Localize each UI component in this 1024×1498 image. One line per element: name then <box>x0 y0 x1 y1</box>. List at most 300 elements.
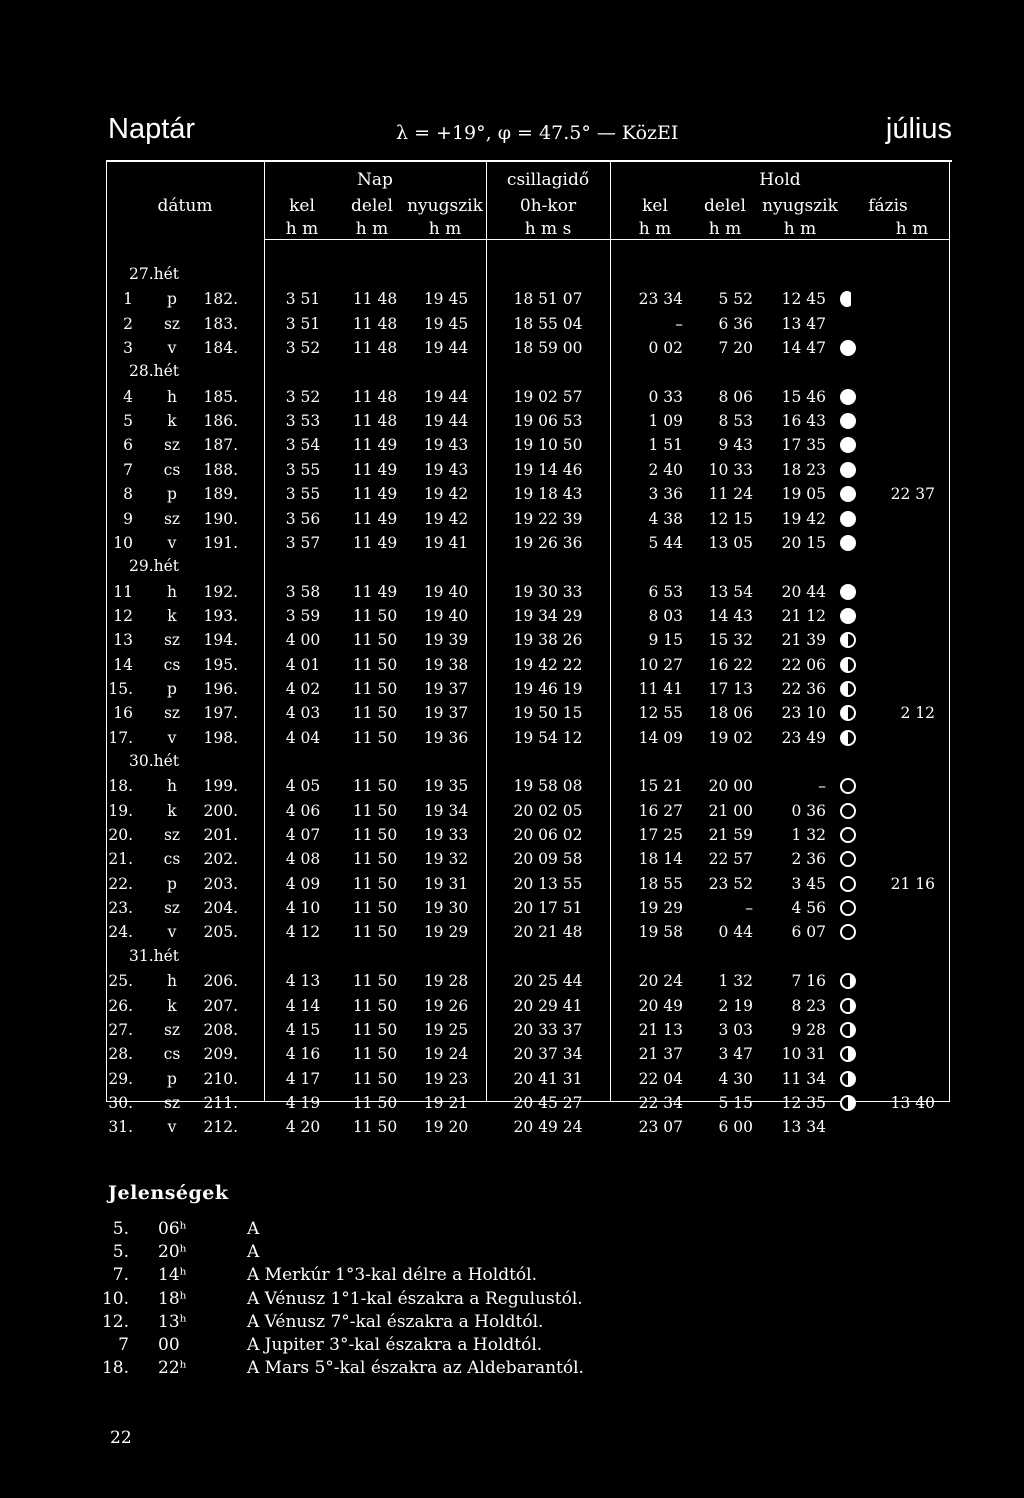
moon-transit: 9 43 <box>718 436 753 455</box>
sun-set: 19 42 <box>423 485 469 504</box>
weekday: sz <box>163 1020 181 1039</box>
moon-set: 19 05 <box>781 485 826 504</box>
phenomenon-day: 5. <box>112 1219 129 1239</box>
day-of-year: 183. <box>203 314 238 333</box>
moon-set: 15 46 <box>781 387 826 406</box>
moon-rise: 15 21 <box>638 777 683 796</box>
sun-transit: 11 50 <box>352 679 398 698</box>
sidereal-time: 19 42 22 <box>513 655 583 674</box>
moon-phase-icon <box>840 778 856 794</box>
day-number: 28. <box>108 1045 133 1064</box>
sun-transit: 11 49 <box>352 485 398 504</box>
sun-set: 19 20 <box>423 1118 469 1137</box>
sun-set: 19 21 <box>423 1093 469 1112</box>
sun-transit: 11 50 <box>352 655 398 674</box>
phenomenon-text: A <box>247 1219 260 1239</box>
month-title: július <box>885 113 952 145</box>
day-number: 9 <box>123 509 133 528</box>
weekday: sz <box>163 1093 181 1112</box>
day-number: 6 <box>123 436 133 455</box>
moon-transit: 12 15 <box>708 509 753 528</box>
sun-transit: 11 50 <box>352 826 398 845</box>
day-of-year: 205. <box>203 923 238 942</box>
moon-phase-icon <box>840 705 856 721</box>
sidereal-time: 19 14 46 <box>513 460 583 479</box>
sun-set: 19 36 <box>423 728 469 747</box>
table-row <box>0 409 1024 433</box>
day-of-year: 197. <box>203 704 238 723</box>
day-number: 17. <box>108 728 133 747</box>
weekday: cs <box>163 460 181 479</box>
moon-transit: 8 06 <box>718 387 753 406</box>
day-number: 20. <box>108 826 133 845</box>
day-number: 23. <box>108 899 133 918</box>
moon-set: 3 45 <box>791 874 826 893</box>
page-number: 22 <box>110 1428 132 1448</box>
moon-transit: 7 20 <box>718 339 753 358</box>
moon-set: 16 43 <box>781 412 826 431</box>
table-row <box>0 312 1024 336</box>
day-of-year: 182. <box>203 290 238 309</box>
weekday: sz <box>163 826 181 845</box>
moon-transit: 11 24 <box>708 485 753 504</box>
header-hold: Hold <box>759 170 801 190</box>
moon-transit: 5 15 <box>718 1093 753 1112</box>
unit-label: h m <box>355 219 389 239</box>
moon-transit: 1 32 <box>718 972 753 991</box>
sun-rise: 4 06 <box>285 801 321 820</box>
sun-set: 19 42 <box>423 509 469 528</box>
day-number: 27. <box>108 1020 133 1039</box>
sidereal-time: 19 26 36 <box>513 533 583 552</box>
moon-rise: 18 55 <box>638 874 683 893</box>
moon-phase-icon <box>840 924 856 940</box>
moon-phase-icon <box>840 827 856 843</box>
moon-phase-icon <box>840 389 856 405</box>
moon-rise: 22 34 <box>638 1093 683 1112</box>
moon-phase-icon <box>840 1022 856 1038</box>
sun-transit: 11 49 <box>352 460 398 479</box>
weekday: sz <box>163 314 181 333</box>
weekday: k <box>167 996 177 1015</box>
phenomenon-day: 5. <box>112 1242 129 1263</box>
sidereal-time: 19 54 12 <box>513 728 583 747</box>
moon-phase-icon <box>840 730 856 746</box>
moon-transit: 15 32 <box>708 631 753 650</box>
phenomenon-item <box>0 1219 1024 1245</box>
day-number: 26. <box>108 996 133 1015</box>
table-row <box>0 994 1024 1018</box>
header-nap-delel: delel <box>351 196 393 216</box>
moon-transit: 19 02 <box>708 728 753 747</box>
moon-phase-icon <box>840 584 856 600</box>
moon-transit: 16 22 <box>708 655 753 674</box>
phenomenon-time: 22ʰ <box>158 1358 187 1379</box>
moon-rise: 19 58 <box>638 923 683 942</box>
moon-transit: – <box>745 899 753 918</box>
sun-rise: 4 07 <box>285 826 321 845</box>
weekday: k <box>167 606 177 625</box>
sun-rise: 3 57 <box>285 533 321 552</box>
unit-label: h m <box>638 219 672 239</box>
sun-set: 19 32 <box>423 850 469 869</box>
moon-phase-icon <box>840 1071 856 1087</box>
moon-rise: 9 15 <box>648 631 683 650</box>
moon-transit: 6 00 <box>718 1118 753 1137</box>
weekday: v <box>167 533 177 552</box>
sidereal-time: 18 51 07 <box>513 290 583 309</box>
day-of-year: 192. <box>203 582 238 601</box>
day-number: 24. <box>108 923 133 942</box>
sun-transit: 11 50 <box>352 777 398 796</box>
sun-transit: 11 49 <box>352 582 398 601</box>
week-header-row <box>0 360 1024 384</box>
phenomenon-day: 7. <box>112 1265 129 1286</box>
sidereal-time: 20 37 34 <box>513 1045 583 1064</box>
moon-transit: 14 43 <box>708 606 753 625</box>
moon-phase-icon <box>840 340 856 356</box>
weekday: p <box>167 679 177 698</box>
moon-transit: 10 33 <box>708 460 753 479</box>
moon-phase-icon <box>840 632 856 648</box>
weekday: k <box>167 412 177 431</box>
sun-rise: 4 14 <box>285 996 321 1015</box>
moon-set: 1 32 <box>791 826 826 845</box>
sun-transit: 11 50 <box>352 874 398 893</box>
sun-rise: 4 09 <box>285 874 321 893</box>
phenomenon-text: A Jupiter 3°-kal északra a Holdtól. <box>247 1335 543 1355</box>
moon-phase-icon <box>840 657 856 673</box>
day-of-year: 195. <box>203 655 238 674</box>
phase-time: 22 37 <box>890 485 935 504</box>
sun-rise: 4 16 <box>285 1045 321 1064</box>
header-nap: Nap <box>357 170 393 190</box>
moon-transit: 6 36 <box>718 314 753 333</box>
moon-rise: 1 09 <box>648 412 683 431</box>
moon-transit: 13 05 <box>708 533 753 552</box>
table-row <box>0 287 1024 311</box>
sidereal-time: 20 41 31 <box>513 1069 583 1088</box>
unit-label: h m s <box>524 219 572 239</box>
moon-rise: 0 02 <box>648 339 683 358</box>
moon-rise: 20 49 <box>638 996 683 1015</box>
sun-transit: 11 50 <box>352 1020 398 1039</box>
day-of-year: 204. <box>203 899 238 918</box>
phenomenon-text: A Mars 5°-kal északra az Aldebarantól. <box>247 1358 584 1379</box>
moon-rise: 23 34 <box>638 290 683 309</box>
day-of-year: 198. <box>203 728 238 747</box>
moon-phase-icon <box>840 851 856 867</box>
sidereal-time: 19 46 19 <box>513 679 583 698</box>
sidereal-time: 20 21 48 <box>513 923 583 942</box>
moon-rise: 17 25 <box>638 826 683 845</box>
moon-rise: 4 38 <box>648 509 683 528</box>
day-of-year: 202. <box>203 850 238 869</box>
sun-rise: 4 05 <box>285 777 321 796</box>
day-of-year: 187. <box>203 436 238 455</box>
moon-phase-icon <box>840 437 856 453</box>
sun-set: 19 44 <box>423 339 469 358</box>
sidereal-time: 20 09 58 <box>513 850 583 869</box>
phenomenon-day: 12. <box>101 1311 129 1332</box>
moon-phase-icon <box>840 486 856 502</box>
table-row <box>0 580 1024 604</box>
sidereal-time: 20 17 51 <box>513 899 583 918</box>
moon-phase-icon <box>840 1046 856 1062</box>
sidereal-time: 20 13 55 <box>513 874 583 893</box>
header-csillagido-sub: 0h-kor <box>519 196 577 216</box>
table-row <box>0 433 1024 457</box>
day-number: 31. <box>108 1118 133 1137</box>
table-row <box>0 701 1024 725</box>
moon-rise: – <box>675 314 683 333</box>
phenomenon-text: A <box>247 1242 260 1263</box>
table-row <box>0 1018 1024 1042</box>
moon-rise: 19 29 <box>638 899 683 918</box>
moon-rise: 21 13 <box>638 1020 683 1039</box>
day-of-year: 196. <box>203 679 238 698</box>
sun-set: 19 37 <box>423 704 469 723</box>
phenomenon-item <box>0 1335 1024 1361</box>
moon-rise: 2 40 <box>648 460 683 479</box>
moon-rise: 11 41 <box>638 679 683 698</box>
moon-rise: 3 36 <box>648 485 683 504</box>
moon-phase-icon <box>840 608 856 624</box>
sun-set: 19 29 <box>423 923 469 942</box>
phenomenon-day: 7 <box>118 1335 129 1355</box>
unit-label: h m <box>783 219 817 239</box>
sun-set: 19 33 <box>423 826 469 845</box>
weekday: h <box>167 582 177 601</box>
weekday: h <box>167 972 177 991</box>
moon-set: 14 47 <box>781 339 826 358</box>
day-of-year: 209. <box>203 1045 238 1064</box>
sidereal-time: 20 02 05 <box>513 801 583 820</box>
sun-rise: 4 08 <box>285 850 321 869</box>
day-number: 16 <box>113 704 133 723</box>
weekday: h <box>167 777 177 796</box>
sun-set: 19 24 <box>423 1045 469 1064</box>
sun-transit: 11 50 <box>352 728 398 747</box>
phenomenon-time: 13ʰ <box>158 1311 187 1332</box>
day-of-year: 203. <box>203 874 238 893</box>
table-row <box>0 336 1024 360</box>
moon-set: 12 45 <box>781 290 826 309</box>
day-number: 29. <box>108 1069 133 1088</box>
moon-transit: 13 54 <box>708 582 753 601</box>
moon-rise: 10 27 <box>638 655 683 674</box>
week-label: 31.hét <box>129 946 180 965</box>
day-of-year: 211. <box>203 1093 238 1112</box>
sun-set: 19 34 <box>423 801 469 820</box>
day-of-year: 185. <box>203 387 238 406</box>
sun-rise: 4 04 <box>285 728 321 747</box>
week-label: 29.hét <box>129 557 180 576</box>
sidereal-time: 20 45 27 <box>513 1093 583 1112</box>
sun-set: 19 40 <box>423 606 469 625</box>
sun-rise: 3 59 <box>285 606 321 625</box>
header-hold-kel: kel <box>642 196 668 216</box>
phenomenon-time: 06ʰ <box>158 1219 187 1239</box>
phase-time: 21 16 <box>890 874 935 893</box>
moon-rise: 23 07 <box>638 1118 683 1137</box>
page-title: Naptár <box>108 113 196 145</box>
sun-set: 19 26 <box>423 996 469 1015</box>
sidereal-time: 20 33 37 <box>513 1020 583 1039</box>
day-of-year: 212. <box>203 1118 238 1137</box>
moon-transit: 4 30 <box>718 1069 753 1088</box>
day-number: 12 <box>113 606 133 625</box>
sun-rise: 4 01 <box>285 655 321 674</box>
day-of-year: 191. <box>203 533 238 552</box>
sun-set: 19 28 <box>423 972 469 991</box>
day-number: 30. <box>108 1093 133 1112</box>
header-fazis: fázis <box>868 196 908 216</box>
day-number: 8 <box>123 485 133 504</box>
sun-rise: 3 52 <box>285 387 321 406</box>
day-of-year: 190. <box>203 509 238 528</box>
weekday: sz <box>163 704 181 723</box>
weekday: p <box>167 1069 177 1088</box>
location-coordinates: λ = +19°, φ = 47.5° — KözEI <box>396 122 679 144</box>
sun-rise: 3 51 <box>285 314 321 333</box>
sun-transit: 11 50 <box>352 1045 398 1064</box>
weekday: v <box>167 1118 177 1137</box>
phenomenon-item <box>0 1265 1024 1291</box>
sun-set: 19 41 <box>423 533 469 552</box>
sun-transit: 11 48 <box>352 339 398 358</box>
moon-phase-icon <box>840 900 856 916</box>
sun-rise: 3 56 <box>285 509 321 528</box>
week-label: 28.hét <box>129 362 180 381</box>
table-row <box>0 1067 1024 1091</box>
header-nap-kel: kel <box>289 196 315 216</box>
table-row <box>0 604 1024 628</box>
sun-transit: 11 50 <box>352 850 398 869</box>
table-row <box>0 896 1024 920</box>
sun-rise: 3 52 <box>285 339 321 358</box>
sidereal-time: 19 02 57 <box>513 387 583 406</box>
sun-set: 19 43 <box>423 436 469 455</box>
moon-set: 21 12 <box>781 606 826 625</box>
sun-transit: 11 49 <box>352 533 398 552</box>
sidereal-time: 19 06 53 <box>513 412 583 431</box>
phase-time: 2 12 <box>900 704 935 723</box>
sun-rise: 4 19 <box>285 1093 321 1112</box>
sun-transit: 11 50 <box>352 972 398 991</box>
table-row <box>0 1115 1024 1139</box>
moon-phase-icon <box>840 462 856 478</box>
day-number: 5 <box>123 412 133 431</box>
day-of-year: 200. <box>203 801 238 820</box>
sun-rise: 4 15 <box>285 1020 321 1039</box>
day-number: 13 <box>113 631 133 650</box>
day-number: 25. <box>108 972 133 991</box>
moon-phase-icon <box>840 803 856 819</box>
sidereal-time: 20 06 02 <box>513 826 583 845</box>
sidereal-time: 19 22 39 <box>513 509 583 528</box>
sidereal-time: 19 30 33 <box>513 582 583 601</box>
moon-transit: 20 00 <box>708 777 753 796</box>
weekday: cs <box>163 655 181 674</box>
moon-transit: 3 03 <box>718 1020 753 1039</box>
week-header-row <box>0 945 1024 969</box>
moon-phase-icon <box>840 291 854 307</box>
sun-rise: 3 54 <box>285 436 321 455</box>
weekday: v <box>167 923 177 942</box>
moon-set: 9 28 <box>791 1020 826 1039</box>
moon-rise: 1 51 <box>648 436 683 455</box>
moon-rise: 0 33 <box>648 387 683 406</box>
table-row <box>0 1042 1024 1066</box>
sun-transit: 11 49 <box>352 436 398 455</box>
sun-transit: 11 48 <box>352 387 398 406</box>
day-of-year: 186. <box>203 412 238 431</box>
table-row <box>0 969 1024 993</box>
day-number: 15. <box>108 679 133 698</box>
sun-set: 19 40 <box>423 582 469 601</box>
table-row <box>0 677 1024 701</box>
sun-transit: 11 50 <box>352 631 398 650</box>
phenomenon-text: A Vénusz 7°-kal északra a Holdtól. <box>247 1311 544 1332</box>
sidereal-time: 19 18 43 <box>513 485 583 504</box>
day-of-year: 194. <box>203 631 238 650</box>
moon-rise: 16 27 <box>638 801 683 820</box>
header-nap-nyugszik: nyugszik <box>407 196 483 216</box>
sidereal-time: 19 38 26 <box>513 631 583 650</box>
table-row <box>0 823 1024 847</box>
sidereal-time: 20 25 44 <box>513 972 583 991</box>
sun-rise: 4 12 <box>285 923 321 942</box>
weekday: p <box>167 485 177 504</box>
moon-transit: 21 59 <box>708 826 753 845</box>
table-row <box>0 458 1024 482</box>
day-number: 3 <box>123 339 133 358</box>
sun-set: 19 35 <box>423 777 469 796</box>
weekday: cs <box>163 1045 181 1064</box>
sun-set: 19 44 <box>423 387 469 406</box>
day-number: 21. <box>108 850 133 869</box>
moon-set: 4 56 <box>791 899 826 918</box>
day-of-year: 184. <box>203 339 238 358</box>
table-row <box>0 385 1024 409</box>
day-number: 1 <box>123 290 133 309</box>
day-number: 22. <box>108 874 133 893</box>
phenomenon-time: 18ʰ <box>158 1288 187 1309</box>
moon-phase-icon <box>840 876 856 892</box>
moon-rise: 14 09 <box>638 728 683 747</box>
sun-set: 19 39 <box>423 631 469 650</box>
week-label: 30.hét <box>129 752 180 770</box>
moon-transit: 0 44 <box>718 923 753 942</box>
sun-set: 19 37 <box>423 679 469 698</box>
phase-time: 13 40 <box>890 1093 935 1112</box>
table-row <box>0 872 1024 896</box>
moon-transit: 8 53 <box>718 412 753 431</box>
weekday: v <box>167 339 177 358</box>
moon-transit: 2 19 <box>718 996 753 1015</box>
moon-set: 13 47 <box>781 314 826 333</box>
moon-set: 6 07 <box>791 923 826 942</box>
sidereal-time: 19 50 15 <box>513 704 583 723</box>
phenomena-title: Jelenségek <box>108 1182 229 1204</box>
moon-set: 8 23 <box>791 996 826 1015</box>
sun-rise: 3 51 <box>285 290 321 309</box>
sun-rise: 4 02 <box>285 679 321 698</box>
header-csillagido: csillagidő <box>506 170 590 190</box>
moon-set: – <box>818 777 826 796</box>
sun-rise: 4 13 <box>285 972 321 991</box>
